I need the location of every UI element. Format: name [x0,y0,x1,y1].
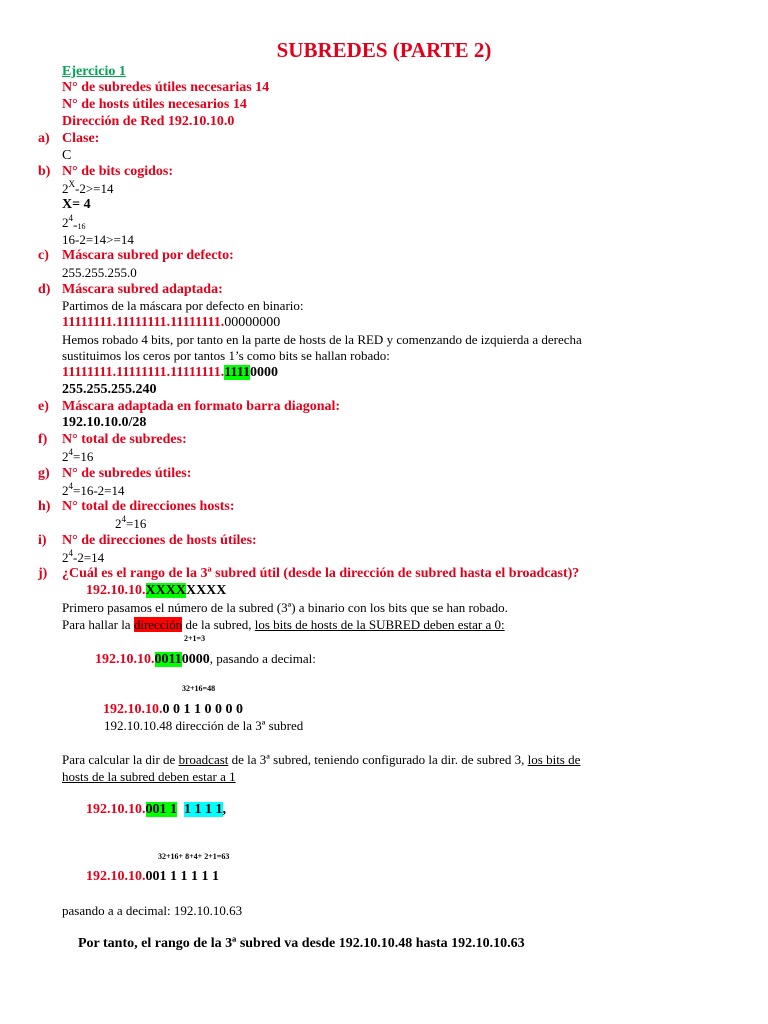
section-d-heading: d) Máscara subred adaptada: [38,282,223,297]
conclusion: Por tanto, el rango de la 3ª subred va desde 192.10.10.48 hasta 192.10.10.63 [78,936,525,951]
section-e-heading: e) Máscara adaptada en formato barra diagonal: [38,399,341,414]
subnet-address-description: 192.10.10.48 dirección de la 3ª subred [104,718,304,733]
section-c-heading: c) Máscara subred por defecto: [38,248,234,263]
subnet-bits-spaced: 192.10.10.0 0 1 1 0 0 0 0 [103,702,243,717]
section-j-heading: j) ¿Cuál es el rango de la 3ª subred útil (desde la dirección de subred hasta el broadcast)? [38,566,580,581]
calc-note-63: 32+16+ 8+4+ 2+1=63 [158,852,230,861]
subnet-binary-address: 192.10.10.00110000, pasando a decimal: [95,651,316,667]
hosts-needed: N° de hosts útiles necesarios 14 [62,97,247,112]
broadcast-bits-spaced: 192.10.10.001 1 1 1 1 1 [86,869,219,884]
section-c-answer: 255.255.255.0 [62,265,137,280]
section-i-heading: i) N° de direcciones de hosts útiles: [38,533,257,548]
section-a-heading: a) Clase: [38,131,100,146]
exercise-heading: Ejercicio 1 [62,64,126,79]
section-h-heading: h) N° total de direcciones hosts: [38,499,235,514]
section-g-heading: g) N° de subredes útiles: [38,466,192,481]
section-e-answer: 192.10.10.0/28 [62,415,147,430]
broadcast-decimal: pasando a a decimal: 192.10.10.63 [62,903,243,918]
section-b-eq4: 16-2=14>=14 [62,232,134,247]
section-f-heading: f) N° total de subredes: [38,432,187,447]
section-g-answer: $2^4=16-2=14$ [62,481,125,498]
broadcast-intro-line1: Para calcular la dir de broadcast de la 3ª subred, teniendo configurado la dir. de subred 3, los bits de [62,752,581,767]
section-d-explanation-2: sustituimos los ceros por tantos 1’s como bits se hallan robado: [62,348,390,363]
section-f-answer: $2^4=16$ [62,447,94,464]
section-b-eq2: X= 4 [62,197,91,212]
network-address: Dirección de Red 192.10.10.0 [62,114,235,129]
calc-note-3: 2+1=3 [184,634,206,643]
subnets-needed: N° de subredes útiles necesarias 14 [62,80,270,95]
binary-default-mask: 11111111.11111111.11111111.00000000 [62,315,281,330]
section-d-intro: Partimos de la máscara por defecto en binario: [62,298,304,313]
section-j-step2: Para hallar la dirección de la subred, los bits de hosts de la SUBRED deben estar a 0: [62,617,505,632]
section-b-eq3: $2^4=16$ [62,213,86,231]
section-j-step1: Primero pasamos el número de la subred (3ª) a binario con los bits que se han robado. [62,600,508,615]
calc-note-48: 32+16=48 [182,684,216,693]
section-b-eq1: $2^X-2>=14$ [62,179,114,196]
section-h-answer: $2^4=16$ [115,514,147,531]
section-b-heading: b) N° de bits cogidos: [38,164,173,179]
section-i-answer: $2^4-2=14$ [62,548,105,565]
broadcast-binary-address: 192.10.10.001 1 1 1 1 1, [86,802,226,817]
adapted-mask-decimal: 255.255.255.240 [62,382,157,397]
binary-adapted-mask: 11111111.11111111.11111111.11110000 [62,365,278,380]
section-a-answer: C [62,148,72,163]
section-d-explanation-1: Hemos robado 4 bits, por tanto en la parte de hosts de la RED y comenzando de izquierda a derecha [62,332,582,347]
page-title: SUBREDES (PARTE 2) [276,38,492,62]
subnet-pattern: 192.10.10.XXXXXXXX [86,583,227,598]
broadcast-intro-line2: hosts de la subred deben estar a 1 [62,769,236,784]
